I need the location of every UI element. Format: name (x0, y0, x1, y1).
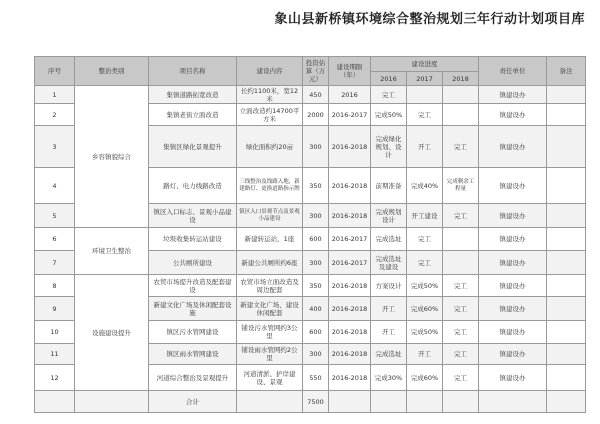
cell-2016 (371, 391, 407, 413)
cell-period: 2016-2018 (329, 297, 371, 321)
cell-investment: 350 (303, 275, 329, 297)
cell-2016: 开工 (371, 297, 407, 321)
cell-remark (547, 365, 586, 391)
header-period: 建设期限（年） (329, 57, 371, 86)
header-seq: 序号 (35, 57, 75, 86)
cell-2016: 完成50% (371, 104, 407, 126)
cell-category (75, 391, 149, 413)
cell-remark (547, 344, 586, 365)
cell-2018: 完工 (443, 275, 479, 297)
cell-seq: 6 (35, 228, 75, 251)
cell-unit: 镇建设办 (479, 104, 547, 126)
cell-2017: 开工建设 (407, 204, 443, 228)
cell-investment: 300 (303, 344, 329, 365)
cell-unit (479, 391, 547, 413)
cell-period: 2016-2018 (329, 365, 371, 391)
cell-investment: 300 (303, 204, 329, 228)
cell-seq: 8 (35, 275, 75, 297)
cell-seq: 7 (35, 251, 75, 275)
category-cell: 设施建设提升 (75, 275, 149, 391)
cell-content: 新建转运站，1座 (237, 228, 303, 251)
cell-content: 铺设污水管网约3公里 (237, 321, 303, 344)
cell-investment: 2000 (303, 104, 329, 126)
cell-investment: 300 (303, 251, 329, 275)
cell-period: 2016-2017 (329, 228, 371, 251)
cell-2018 (443, 251, 479, 275)
cell-2018 (443, 86, 479, 104)
category-cell: 环境卫生整治 (75, 228, 149, 275)
cell-seq (35, 391, 75, 413)
cell-period: 2016-2018 (329, 275, 371, 297)
cell-2017 (407, 391, 443, 413)
cell-2018: 完工 (443, 344, 479, 365)
cell-2018: 完工 (443, 297, 479, 321)
cell-seq: 3 (35, 126, 75, 168)
category-cell: 乡容镇貌综合 (75, 86, 149, 228)
cell-2016: 开工 (371, 321, 407, 344)
header-unit: 责任单位 (479, 57, 547, 86)
cell-2016: 完工 (371, 86, 407, 104)
table-row (35, 228, 586, 251)
table-row (35, 86, 586, 104)
cell-seq: 11 (35, 344, 75, 365)
cell-seq: 5 (35, 204, 75, 228)
cell-content: 新建文化广场，建设休闲配套 (237, 297, 303, 321)
cell-period: 2016-2018 (329, 168, 371, 204)
cell-unit: 镇建设办 (479, 365, 547, 391)
cell-unit: 镇建设办 (479, 228, 547, 251)
cell-investment: 350 (303, 168, 329, 204)
header-project: 项目名称 (149, 57, 237, 86)
cell-2016: 前期准备 (371, 168, 407, 204)
cell-investment: 600 (303, 228, 329, 251)
cell-content: 新建公共厕所约6座 (237, 251, 303, 275)
cell-remark (547, 321, 586, 344)
cell-content: 立面改造约14700平方米 (237, 104, 303, 126)
cell-unit: 镇建设办 (479, 251, 547, 275)
header-content: 建设内容 (237, 57, 303, 86)
cell-content: 绿化面积约20亩 (237, 126, 303, 168)
cell-remark (547, 126, 586, 168)
cell-content: 铺设雨水管网约2公里 (237, 344, 303, 365)
cell-2018: 完成剩余工程量 (443, 168, 479, 204)
cell-period: 2016-2018 (329, 321, 371, 344)
cell-remark (547, 168, 586, 204)
project-table (34, 56, 586, 413)
cell-project: 集镇道路拓宽改造 (149, 86, 237, 104)
header-year-2016: 2016 (371, 72, 407, 86)
header-investment: 投资估算（万元） (303, 57, 329, 86)
cell-content: 河道清淤、护岸建设、景观 (237, 365, 303, 391)
cell-content: 镇区入口景观节点及景观小品建设 (237, 204, 303, 228)
cell-period: 2016-2018 (329, 344, 371, 365)
cell-period: 2016 (329, 86, 371, 104)
cell-project: 镇区入口标志、景观小品建设 (149, 204, 237, 228)
cell-seq: 9 (35, 297, 75, 321)
total-row (35, 391, 586, 413)
cell-project: 集镇区绿化景观提升 (149, 126, 237, 168)
cell-investment: 450 (303, 86, 329, 104)
cell-2017: 完工 (407, 104, 443, 126)
cell-period: 2016-2018 (329, 204, 371, 228)
cell-unit: 镇建设办 (479, 297, 547, 321)
cell-2016: 完成30% (371, 365, 407, 391)
cell-period: 2016-2018 (329, 126, 371, 168)
header-year-2017: 2017 (407, 72, 443, 86)
cell-2018 (443, 391, 479, 413)
cell-2016: 完成选址 (371, 344, 407, 365)
cell-project: 路灯、电力线路改造 (149, 168, 237, 204)
document-title: 象山县新桥镇环境综合整治规划三年行动计划项目库 (274, 12, 585, 27)
cell-content (237, 391, 303, 413)
cell-period (329, 391, 371, 413)
cell-content: 农贸市场立面改造及周边配套 (237, 275, 303, 297)
cell-content: 三线整治及线路入地，新建路灯、更换道路指示牌 (237, 168, 303, 204)
cell-seq: 2 (35, 104, 75, 126)
cell-investment: 300 (303, 126, 329, 168)
cell-period: 2016-2017 (329, 104, 371, 126)
cell-2017: 完工 (407, 251, 443, 275)
cell-2018: 完工 (443, 365, 479, 391)
cell-2016: 完成绿化规划、设计 (371, 126, 407, 168)
cell-2017: 完成60% (407, 365, 443, 391)
cell-investment: 600 (303, 321, 329, 344)
cell-2017: 完工 (407, 228, 443, 251)
cell-seq: 10 (35, 321, 75, 344)
cell-unit: 镇建设办 (479, 275, 547, 297)
cell-remark (547, 297, 586, 321)
cell-unit: 镇建设办 (479, 86, 547, 104)
cell-remark (547, 251, 586, 275)
cell-2017: 完成40% (407, 168, 443, 204)
cell-unit: 镇建设办 (479, 344, 547, 365)
cell-project: 垃圾收集转运站建设 (149, 228, 237, 251)
cell-project: 农贸市场提升改造及配套建设 (149, 275, 237, 297)
cell-project: 集镇老街立面改造 (149, 104, 237, 126)
cell-project: 河道综合整治及景观提升 (149, 365, 237, 391)
header-year-2018: 2018 (443, 72, 479, 86)
header-schedule: 建设进度 (371, 57, 479, 72)
cell-2018 (443, 228, 479, 251)
cell-content: 长约1100米，宽12米 (237, 86, 303, 104)
cell-unit: 镇建设办 (479, 321, 547, 344)
cell-unit: 镇建设办 (479, 168, 547, 204)
cell-2017: 完成60% (407, 297, 443, 321)
cell-2017: 完成50% (407, 275, 443, 297)
cell-2016: 完成选址 (371, 228, 407, 251)
cell-2017: 开工 (407, 126, 443, 168)
cell-investment: 400 (303, 297, 329, 321)
cell-2016: 完成规划设计 (371, 204, 407, 228)
header-category: 整治类别 (75, 57, 149, 86)
cell-remark (547, 228, 586, 251)
cell-unit: 镇建设办 (479, 204, 547, 228)
cell-2017: 完成50% (407, 321, 443, 344)
cell-seq: 4 (35, 168, 75, 204)
cell-remark (547, 86, 586, 104)
cell-2016: 完成选址及建设 (371, 251, 407, 275)
cell-project: 镇区雨水管网建设 (149, 344, 237, 365)
total-investment: 7500 (303, 391, 329, 413)
cell-2018: 完工 (443, 321, 479, 344)
total-label: 合计 (149, 391, 237, 413)
cell-2018 (443, 104, 479, 126)
cell-2016: 方案设计 (371, 275, 407, 297)
cell-remark (547, 391, 586, 413)
cell-seq: 12 (35, 365, 75, 391)
table-row (35, 275, 586, 297)
cell-project: 镇区污水管网建设 (149, 321, 237, 344)
cell-remark (547, 104, 586, 126)
cell-2017 (407, 86, 443, 104)
cell-unit: 镇建设办 (479, 126, 547, 168)
cell-2018: 完工 (443, 204, 479, 228)
cell-remark (547, 204, 586, 228)
cell-period: 2016-2017 (329, 251, 371, 275)
cell-project: 公共厕所建设 (149, 251, 237, 275)
cell-project: 新建文化广场及休闲配套设施 (149, 297, 237, 321)
header-remark: 备注 (547, 57, 586, 86)
cell-2018: 完工 (443, 126, 479, 168)
cell-remark (547, 275, 586, 297)
cell-seq: 1 (35, 86, 75, 104)
cell-2017: 开工 (407, 344, 443, 365)
cell-investment: 550 (303, 365, 329, 391)
